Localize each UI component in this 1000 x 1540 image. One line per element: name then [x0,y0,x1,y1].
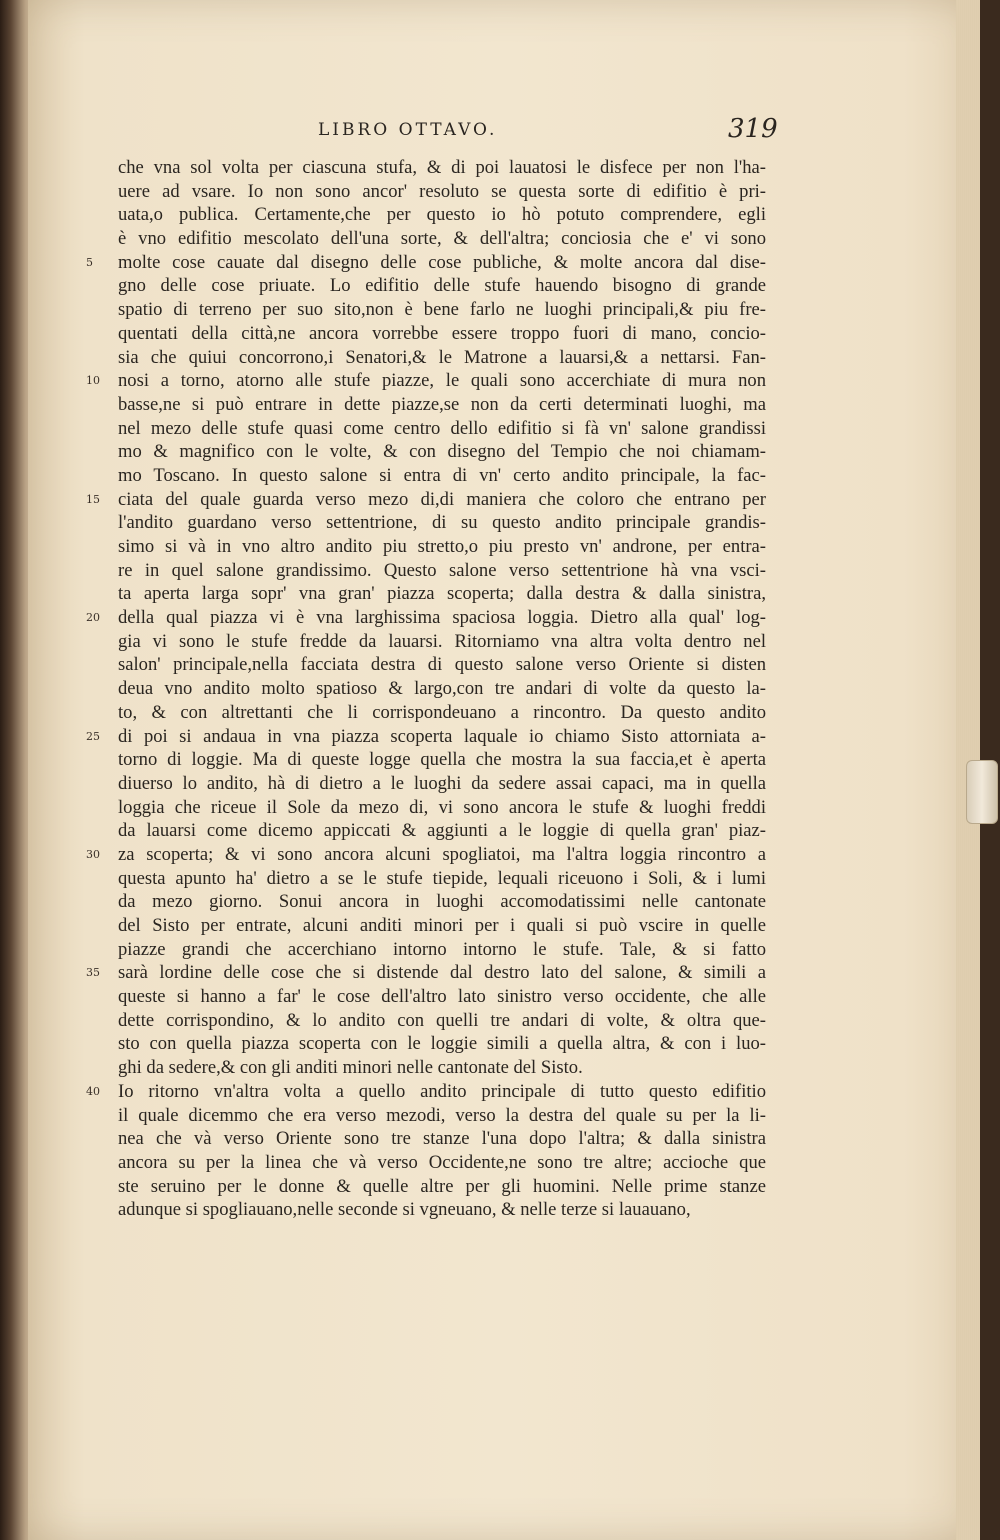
line-text: nea che và verso Oriente sono tre stanze l'una dopo l'altra; & dalla sinistra [118,1128,766,1150]
line-text: ste seruino per le donne & quelle altre per gli huomini. Nelle prime stanze [118,1175,766,1197]
line-text: ta aperta larga sopr' vna gran' piazza scoperta; dalla destra & dalla sinistra, [118,583,766,605]
text-line [118,511,766,535]
line-number: 20 [86,611,100,625]
text-line [118,298,766,322]
line-text: ghi da sedere,& con gli anditi minori nelle cantonate del Sisto. [118,1057,583,1079]
text-line [118,1009,766,1033]
line-text: deua vno andito molto spatioso & largo,con tre andari di volte da questo la- [118,678,766,700]
line-text: questa apunto ha' dietro a se le stufe tiepide, lequali riceuono i Soli, & i lumi [118,867,766,889]
text-line [118,582,766,606]
line-text: di poi si andaua in vna piazza scoperta laquale io chiamo Sisto attorniata a- [118,725,766,747]
line-text: da mezo giorno. Sonui ancora in luoghi accomodatissimi nelle cantonate [118,891,766,913]
line-text: il quale dicemmo che era verso mezodi, verso la destra del quale su per la li- [118,1104,766,1126]
line-text: basse,ne si può entrare in dette piazze,se non da certi determinati luoghi, ma [118,393,766,415]
line-number: 10 [86,374,100,388]
text-line [118,1198,766,1222]
line-number: 5 [86,255,93,269]
page-number: 319 [728,114,778,144]
text-line [118,535,766,559]
line-text: gia vi sono le stufe fredde da lauarsi. Ritorniamo vna altra volta dentro nel [118,630,766,652]
text-line [118,701,766,725]
line-text: uata,o publica. Certamente,che per questo io hò potuto comprendere, egli [118,204,766,226]
line-text: sia che quiui concorrono,i Senatori,& le Matrone a lauarsi,& a nettarsi. Fan- [118,346,766,368]
line-text: torno di loggie. Ma di queste logge quella che mostra la sua faccia,et è aperta [118,749,766,771]
text-line [86,843,766,867]
line-text: l'andito guardano verso settentrione, di su questo andito principale grandis- [118,512,766,534]
page-tab-marker [966,760,998,824]
line-text: molte cose cauate dal disegno delle cose publiche, & molte ancora dal dise- [118,251,766,273]
text-line [86,725,766,749]
line-text: è vno edifitio mescolato dell'una sorte, & dell'altra; conciosia che e' vi sono [118,228,766,250]
line-text: gno delle cose priuate. Lo edifitio delle stufe hauendo bisogno di grande [118,275,766,297]
text-line [118,440,766,464]
text-line [118,1175,766,1199]
text-line [118,417,766,441]
text-line [118,890,766,914]
line-text: nosi a torno, atorno alle stufe piazze, le quali sono accerchiate di mura non [118,370,766,392]
line-text: za scoperta; & vi sono ancora alcuni spogliatoi, ma l'altra loggia rincontro a [118,843,766,865]
line-text: salon' principale,nella facciata destra di questo salone verso Oriente si disten [118,654,766,676]
line-text: re in quel salone grandissimo. Questo salone verso settentrione hà vna vsci- [118,559,766,581]
text-line [118,227,766,251]
text-line [118,677,766,701]
line-text: mo & magnifico con le volte, & con disegno del Tempio che noi chiamam- [118,441,766,463]
line-text: loggia che riceue il Sole da mezo di, vi sono ancora le stufe & luoghi freddi [118,796,766,818]
line-number: 40 [86,1084,100,1098]
line-text: mo Toscano. In questo salone si entra di vn' certo andito principale, la fac- [118,464,766,486]
text-line [118,1151,766,1175]
text-line [118,156,766,180]
text-line [118,985,766,1009]
text-line [86,1080,766,1104]
text-line [118,914,766,938]
text-line [118,1032,766,1056]
text-line [118,322,766,346]
text-line [118,938,766,962]
line-text: ciata del quale guarda verso mezo di,di maniera che coloro che entrano per [118,488,766,510]
line-text: piazze grandi che accerchiano intorno intorno le stufe. Tale, & si fatto [118,938,766,960]
line-number: 35 [86,966,100,980]
text-line [118,867,766,891]
text-line [118,180,766,204]
line-text: dette corrispondino, & lo andito con quelli tre andari di volte, & oltra que- [118,1009,766,1031]
line-text: che vna sol volta per ciascuna stufa, & di poi lauatosi le disfece per non l'ha- [118,157,766,178]
line-text: Io ritorno vn'altra volta a quello andito principale di tutto questo edifitio [118,1080,766,1102]
line-text: da lauarsi come dicemo appiccati & aggiunti a le loggie di quella gran' piaz- [118,820,766,842]
page-header [0,112,1000,152]
text-line [118,748,766,772]
text-line [118,346,766,370]
line-text: quentati della città,ne ancora vorrebbe essere troppo fuori di mano, concio- [118,322,766,344]
text-line [86,961,766,985]
line-text: uere ad vsare. Io non sono ancor' resoluto se questa sorte di edifitio è pri- [118,180,766,202]
line-text: nel mezo delle stufe quasi come centro dello edifitio si fà vn' salone grandissi [118,417,766,439]
line-text: sarà lordine delle cose che si distende dal destro lato del salone, & simili a [118,962,766,984]
text-line [118,796,766,820]
line-text: adunque si spogliauano,nelle seconde si vgneuano, & nelle terze si lauauano, [118,1199,691,1221]
text-line [118,464,766,488]
line-number: 15 [86,492,100,506]
line-text: ancora su per la linea che và verso Occidente,ne sono tre altre; accioche que [118,1151,766,1173]
line-number: 30 [86,847,100,861]
text-line [118,772,766,796]
line-text: queste si hanno a far' le cose dell'altro lato sinistro verso occidente, che alle [118,986,766,1008]
line-number: 25 [86,729,100,743]
line-text: simo si và in vno altro andito piu stretto,o piu presto vn' androne, per entra- [118,536,766,557]
text-line [118,203,766,227]
line-text: spatio di terreno per suo sito,non è bene farlo ne luoghi principali,& piu fre- [118,299,766,321]
text-line [118,653,766,677]
line-text: della qual piazza vi è vna larghissima spaciosa loggia. Dietro alla qual' log- [118,607,766,629]
text-line [118,1056,766,1080]
text-line [118,1104,766,1128]
line-text: del Sisto per entrate, alcuni anditi minori per i quali si può vscire in quelle [118,915,766,936]
line-text: diuerso lo andito, hà di dietro a le luoghi da sedere assai capaci, ma in quella [118,772,766,794]
text-line [118,559,766,583]
body-text [86,156,766,1222]
text-line [86,251,766,275]
text-line [86,369,766,393]
text-line [118,630,766,654]
text-line [118,819,766,843]
text-line [118,274,766,298]
running-head: LIBRO OTTAVO. [318,120,498,140]
text-line [118,393,766,417]
line-text: sto con quella piazza scoperta con le loggie simili a quella altra, & con i luo- [118,1033,766,1055]
text-line [86,488,766,512]
line-text: to, & con altrettanti che li corrispondeuano a rincontro. Da questo andito [118,701,766,723]
text-line [86,606,766,630]
text-line [118,1127,766,1151]
